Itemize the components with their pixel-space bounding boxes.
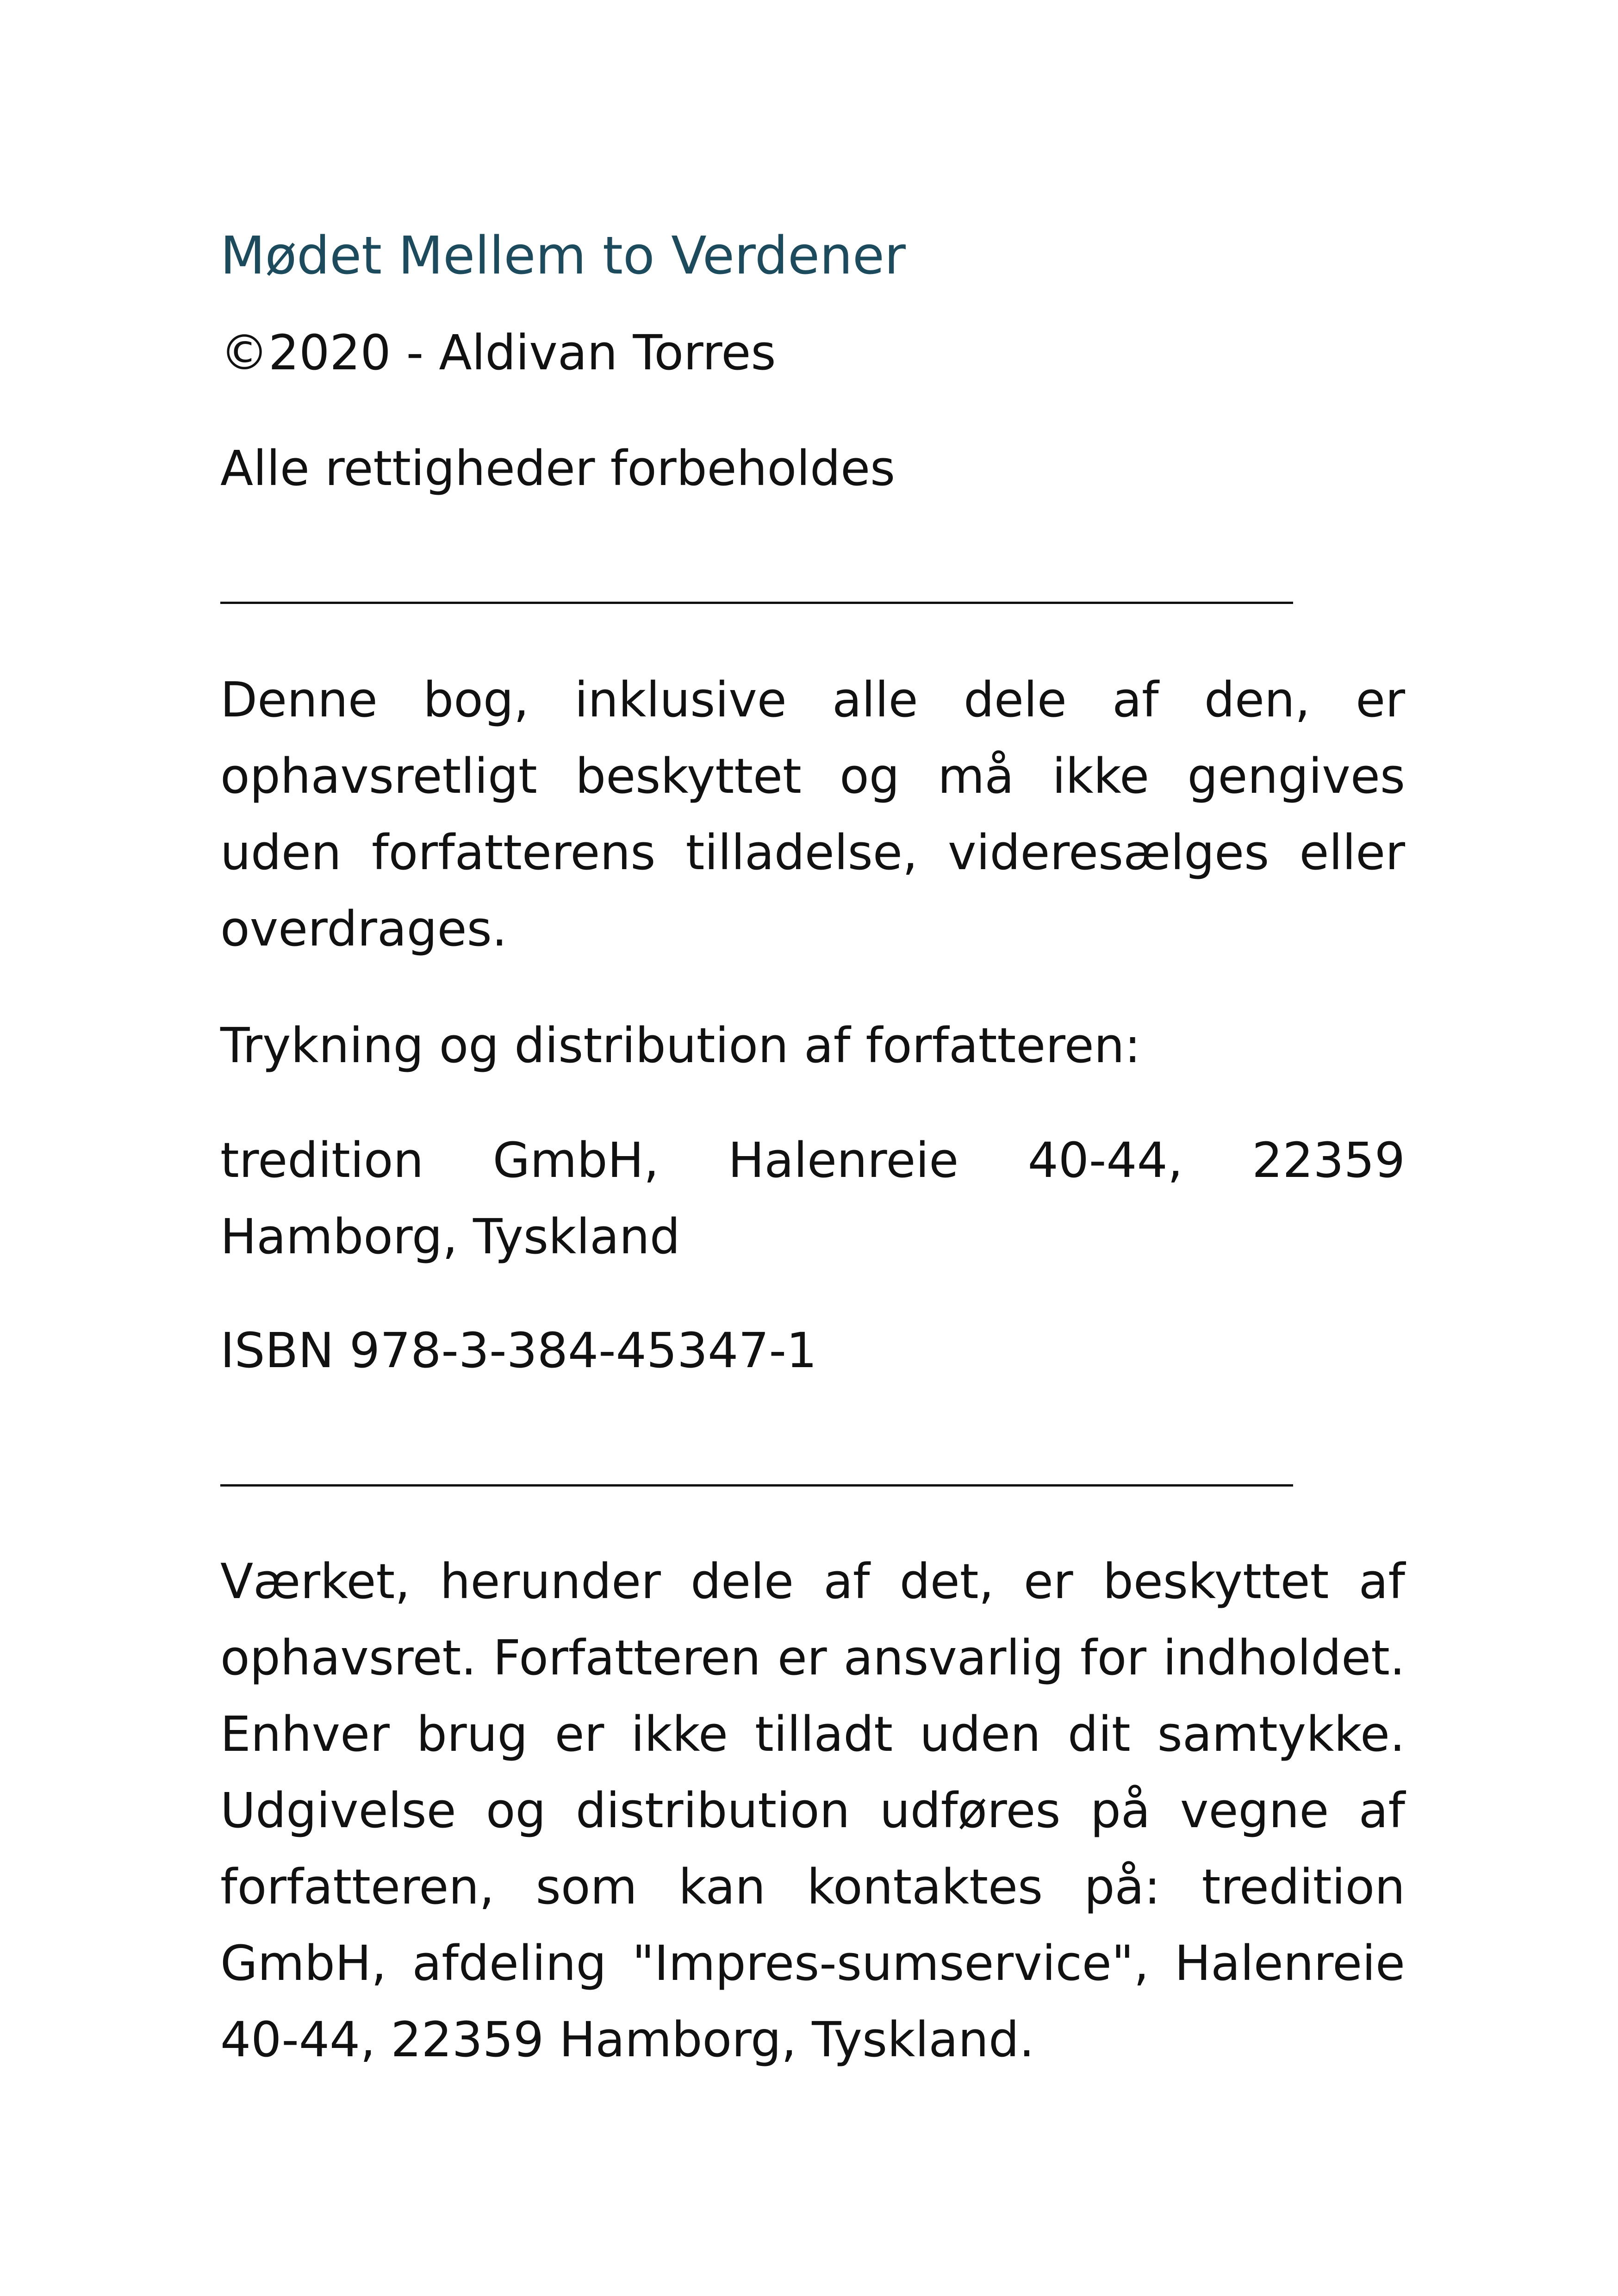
protection-paragraph: Denne bog, inklusive alle dele af den, er ophavsretligt beskyttet og må ikke gengives uden forfatterens tilladelse, videresælges eller overdrages. — [220, 672, 1405, 957]
copyright-paragraph: Værket, herunder dele af det, er beskyttet af ophavsret. Forfatteren er ansvarlig for indholdet. Enhver brug er ikke tilladt uden dit samtykke. Udgivelse og distribution udføres på vegne af forfatteren, som kan kontaktes på: tredition GmbH, afdeling "Impres-sumservice", Halenreie 40-44, 22359 Hamborg, Tyskland. — [220, 1553, 1405, 2068]
divider-bottom — [220, 1484, 1293, 1487]
book-title: Mødet Mellem to Verdener — [220, 226, 906, 286]
printing-label: Trykning og distribution af forfatteren: — [220, 1017, 1141, 1074]
publisher-address: tredition GmbH, Halenreie 40-44, 22359 Hamborg, Tyskland — [220, 1132, 1405, 1265]
rights-notice: Alle rettigheder forbeholdes — [220, 440, 896, 497]
divider-top — [220, 602, 1293, 604]
isbn-line: ISBN 978-3-384-45347-1 — [220, 1322, 817, 1379]
copyright-line: ©2020 - Aldivan Torres — [220, 324, 776, 381]
